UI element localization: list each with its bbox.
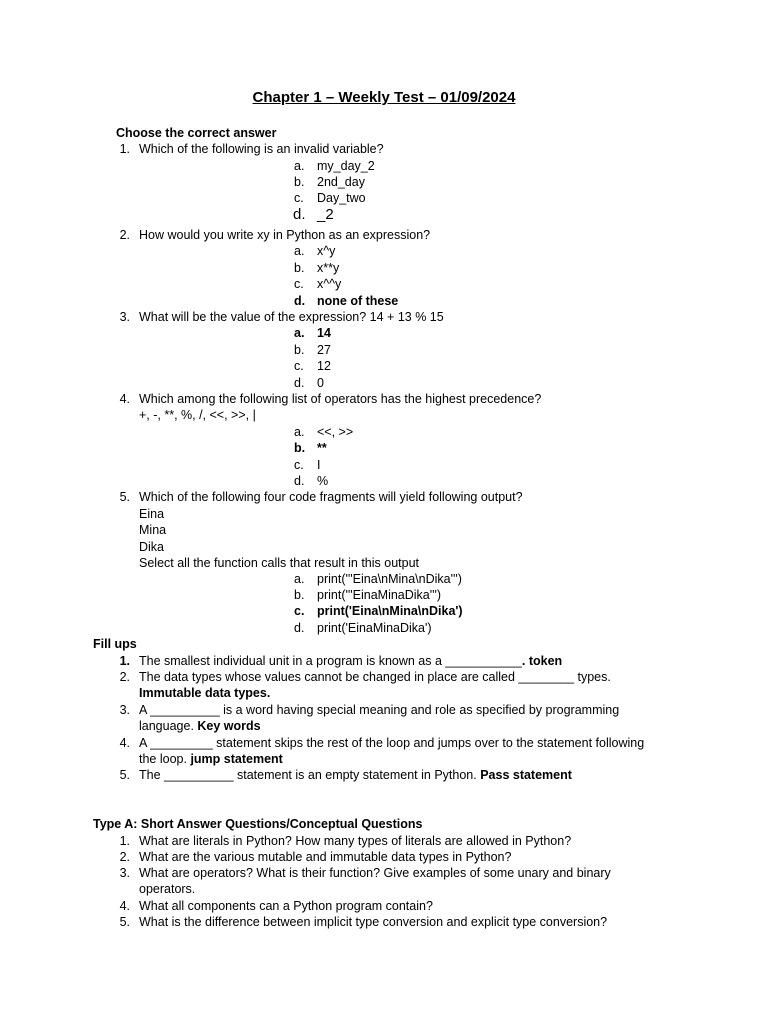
item-number: 4. [119, 899, 130, 913]
fillups-heading: Fill ups [93, 637, 137, 651]
option-text: Day_two [317, 191, 366, 205]
option-text: x^y [317, 244, 336, 258]
option-letter: c. [294, 604, 305, 618]
item-number: 1. [119, 654, 130, 668]
correct-option-text: ** [317, 441, 327, 455]
option-letter: d. [294, 376, 305, 390]
option-letter: c. [294, 359, 304, 373]
option-text: 2nd_day [317, 175, 365, 189]
correct-option-text: none of these [317, 294, 399, 308]
item-number: 5. [119, 768, 130, 782]
item-number: 2. [119, 670, 130, 684]
option-text: 12 [317, 359, 331, 373]
typeA-heading: Type A: Short Answer Questions/Conceptual Questions [93, 817, 423, 831]
typeA-text-cont: operators. [139, 882, 196, 896]
question-text: What will be the value of the expression? 14 + 13 % 15 [139, 310, 444, 324]
fillup-text-cont: the loop. [139, 752, 187, 766]
option-letter: a. [294, 159, 305, 173]
question-operators-line: +, -, **, %, /, <<, >>, | [139, 408, 256, 422]
question-number: 2. [119, 228, 130, 242]
typeA-text: What is the difference between implicit type conversion and explicit type conversion? [139, 915, 608, 929]
fillup-text-cont: language. [139, 719, 194, 733]
option-letter: b. [294, 343, 305, 357]
option-letter: b. [294, 175, 305, 189]
question-number: 5. [119, 490, 130, 504]
option-text: <<, >> [317, 425, 354, 439]
item-number: 3. [119, 703, 130, 717]
option-letter: b. [294, 441, 306, 455]
question-subtext: Select all the function calls that result in this output [139, 556, 420, 570]
option-text: _2 [317, 206, 334, 223]
fillup-text: A __________ is a word having special meaning and role as specified by programming [139, 703, 620, 717]
option-text: % [317, 474, 329, 488]
correct-option-text: 14 [317, 326, 331, 340]
item-number: 2. [119, 850, 130, 864]
option-text: 0 [317, 376, 324, 390]
mcq-heading: Choose the correct answer [116, 126, 277, 140]
item-number: 4. [119, 736, 130, 750]
option-letter: c. [294, 277, 304, 291]
fillup-text: The data types whose values cannot be changed in place are called ________ types. [139, 670, 611, 684]
option-letter: b. [294, 261, 305, 275]
option-letter: a. [294, 326, 305, 340]
typeA-text: What all components can a Python program contain? [139, 899, 433, 913]
option-letter: d. [294, 474, 305, 488]
option-text: print('''EinaMinaDika''') [317, 588, 442, 602]
option-text: 27 [317, 343, 331, 357]
typeA-text: What are operators? What is their function? Give examples of some unary and binary [139, 866, 611, 880]
option-letter: b. [294, 588, 305, 602]
option-letter: a. [294, 572, 305, 586]
question-text: How would you write xy in Python as an expression? [139, 228, 431, 242]
option-letter: d. [294, 294, 306, 308]
output-line: Dika [139, 540, 165, 554]
option-text: x^^y [317, 277, 342, 291]
fillup-text: The smallest individual unit in a program is known as a ___________ [139, 654, 522, 668]
option-text: print('''Eina\nMina\nDika''') [317, 572, 462, 586]
output-line: Eina [139, 507, 165, 521]
option-letter: a. [294, 425, 305, 439]
option-text: print('EinaMinaDika') [317, 621, 432, 635]
option-text: my_day_2 [317, 159, 375, 173]
question-number: 3. [119, 310, 130, 324]
option-letter: c. [294, 458, 304, 472]
option-text: I [317, 458, 321, 472]
fillup-line [139, 751, 283, 768]
output-line: Mina [139, 523, 167, 537]
item-number: 1. [119, 834, 130, 848]
fillup-answer: . token [521, 654, 563, 668]
item-number: 3. [119, 866, 130, 880]
correct-option-text: print('Eina\nMina\nDika') [317, 604, 463, 618]
fillup-answer: Immutable data types. [139, 686, 271, 700]
option-letter: c. [294, 191, 304, 205]
question-number: 4. [119, 392, 130, 406]
typeA-text: What are the various mutable and immutable data types in Python? [139, 850, 512, 864]
typeA-text: What are literals in Python? How many types of literals are allowed in Python? [139, 834, 572, 848]
fillup-line [139, 767, 572, 784]
fillup-line [139, 718, 261, 735]
option-letter: a. [294, 244, 305, 258]
fillup-answer: Pass statement [480, 768, 572, 782]
fillup-text: The __________ statement is an empty statement in Python. [139, 768, 477, 782]
page-title: Chapter 1 – Weekly Test – 01/09/2024 [252, 89, 516, 106]
fillup-answer: jump statement [190, 752, 283, 766]
option-letter: d. [294, 621, 305, 635]
option-letter: d. [293, 206, 306, 223]
fillup-text: A _________ statement skips the rest of the loop and jumps over to the statement following [139, 736, 645, 750]
question-text: Which among the following list of operators has the highest precedence? [139, 392, 542, 406]
fillup-line [139, 653, 562, 670]
question-text: Which of the following is an invalid variable? [139, 142, 384, 156]
question-text: Which of the following four code fragments will yield following output? [139, 490, 523, 504]
question-number: 1. [119, 142, 130, 156]
fillup-answer: Key words [197, 719, 261, 733]
item-number: 5. [119, 915, 130, 929]
option-text: x**y [317, 261, 340, 275]
